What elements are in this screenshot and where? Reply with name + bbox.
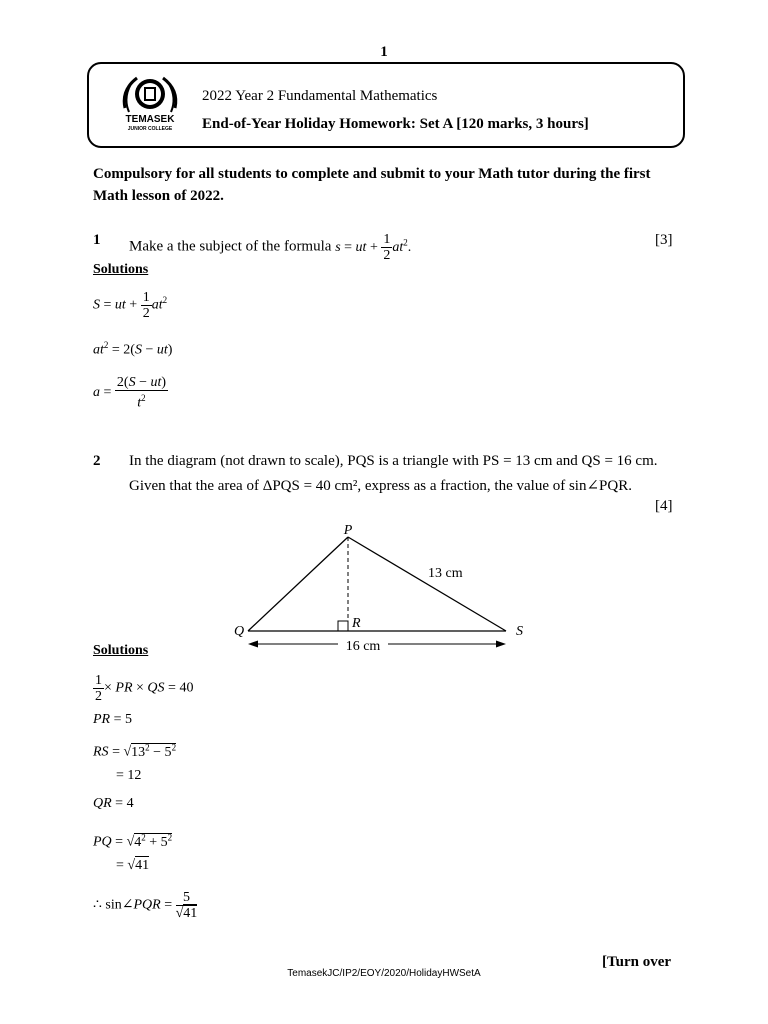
solution-1-step-3: a = $\frac{2(S - ut)}{t^2}$ bbox=[93, 375, 167, 411]
qs-arrow-left bbox=[248, 641, 258, 648]
vertex-r-label: R bbox=[352, 616, 361, 631]
question-1-text bbox=[129, 222, 411, 268]
question-1-solutions-label: Solutions bbox=[93, 262, 149, 277]
question-2-solutions-label: Solutions bbox=[93, 643, 149, 658]
question-1-number: 1 bbox=[93, 232, 101, 248]
qs-length-label: 16 cm bbox=[345, 639, 381, 654]
question-1-formula: s = ut + $\frac{1}{2}$ $at^2$. bbox=[335, 231, 412, 263]
solution-1-step-1: S = ut + $\frac{1}{2}$ $at^2$ bbox=[93, 290, 168, 321]
solution-2-step-2: PR = 5 bbox=[93, 712, 133, 727]
footer-reference: TemasekJC/IP2/EOY/2020/HolidayHWSetA bbox=[287, 968, 481, 979]
side-ps bbox=[348, 537, 506, 631]
right-angle-marker bbox=[338, 621, 348, 631]
vertex-s-label: S bbox=[516, 624, 523, 639]
solution-2-step-5: QR = 4 bbox=[93, 796, 134, 811]
question-2-number: 2 bbox=[93, 453, 101, 469]
page-number: 1 bbox=[380, 44, 388, 60]
question-1-prompt: Make a the subject of the formula bbox=[129, 238, 332, 255]
solution-2-step-8: ∴ sin∠PQR = $\frac{5}{√41}$ bbox=[93, 890, 198, 921]
triangle-diagram bbox=[220, 515, 540, 660]
header-homework-title: End-of-Year Holiday Homework: Set A [120 marks, 3 hours] bbox=[202, 116, 589, 132]
solution-2-step-1: $\frac{1}{2}$ × PR × QS = 40 bbox=[95, 673, 194, 704]
question-2-line-2: Given that the area of ΔPQS = 40 cm², express as a fraction, the value of sin∠PQR. bbox=[129, 478, 632, 494]
svg-text:JUNIOR COLLEGE: JUNIOR COLLEGE bbox=[127, 126, 173, 132]
qs-arrow-right bbox=[496, 641, 506, 648]
college-logo bbox=[115, 68, 185, 138]
question-2-marks: [4] bbox=[655, 498, 673, 514]
svg-text:TEMASEK: TEMASEK bbox=[125, 114, 175, 125]
solution-2-step-6: PQ = $√4^2 + 5^2$ bbox=[93, 832, 173, 850]
solution-2-step-3: RS = $√13^2 - 5^2$ bbox=[93, 742, 177, 760]
side-pq bbox=[248, 537, 348, 631]
intro-instructions: Compulsory for all students to complete and submit to your Math tutor during the first Math lesson of 2022. bbox=[93, 166, 651, 204]
vertex-p-label: P bbox=[343, 523, 353, 538]
question-1-marks: [3] bbox=[655, 232, 673, 248]
ps-length-label: 13 cm bbox=[428, 566, 463, 581]
turn-over-label: [Turn over bbox=[602, 954, 672, 970]
header-course-title: 2022 Year 2 Fundamental Mathematics bbox=[202, 88, 438, 104]
solution-1-step-2: $at^2 = 2(S - ut)$ bbox=[93, 340, 173, 358]
question-2-line-1: In the diagram (not drawn to scale), PQS is a triangle with PS = 13 cm and QS = 16 cm. bbox=[129, 453, 658, 469]
vertex-q-label: Q bbox=[234, 624, 245, 639]
solution-2-step-4: = 12 bbox=[116, 768, 142, 783]
solution-2-step-7: = √41 bbox=[116, 858, 150, 873]
